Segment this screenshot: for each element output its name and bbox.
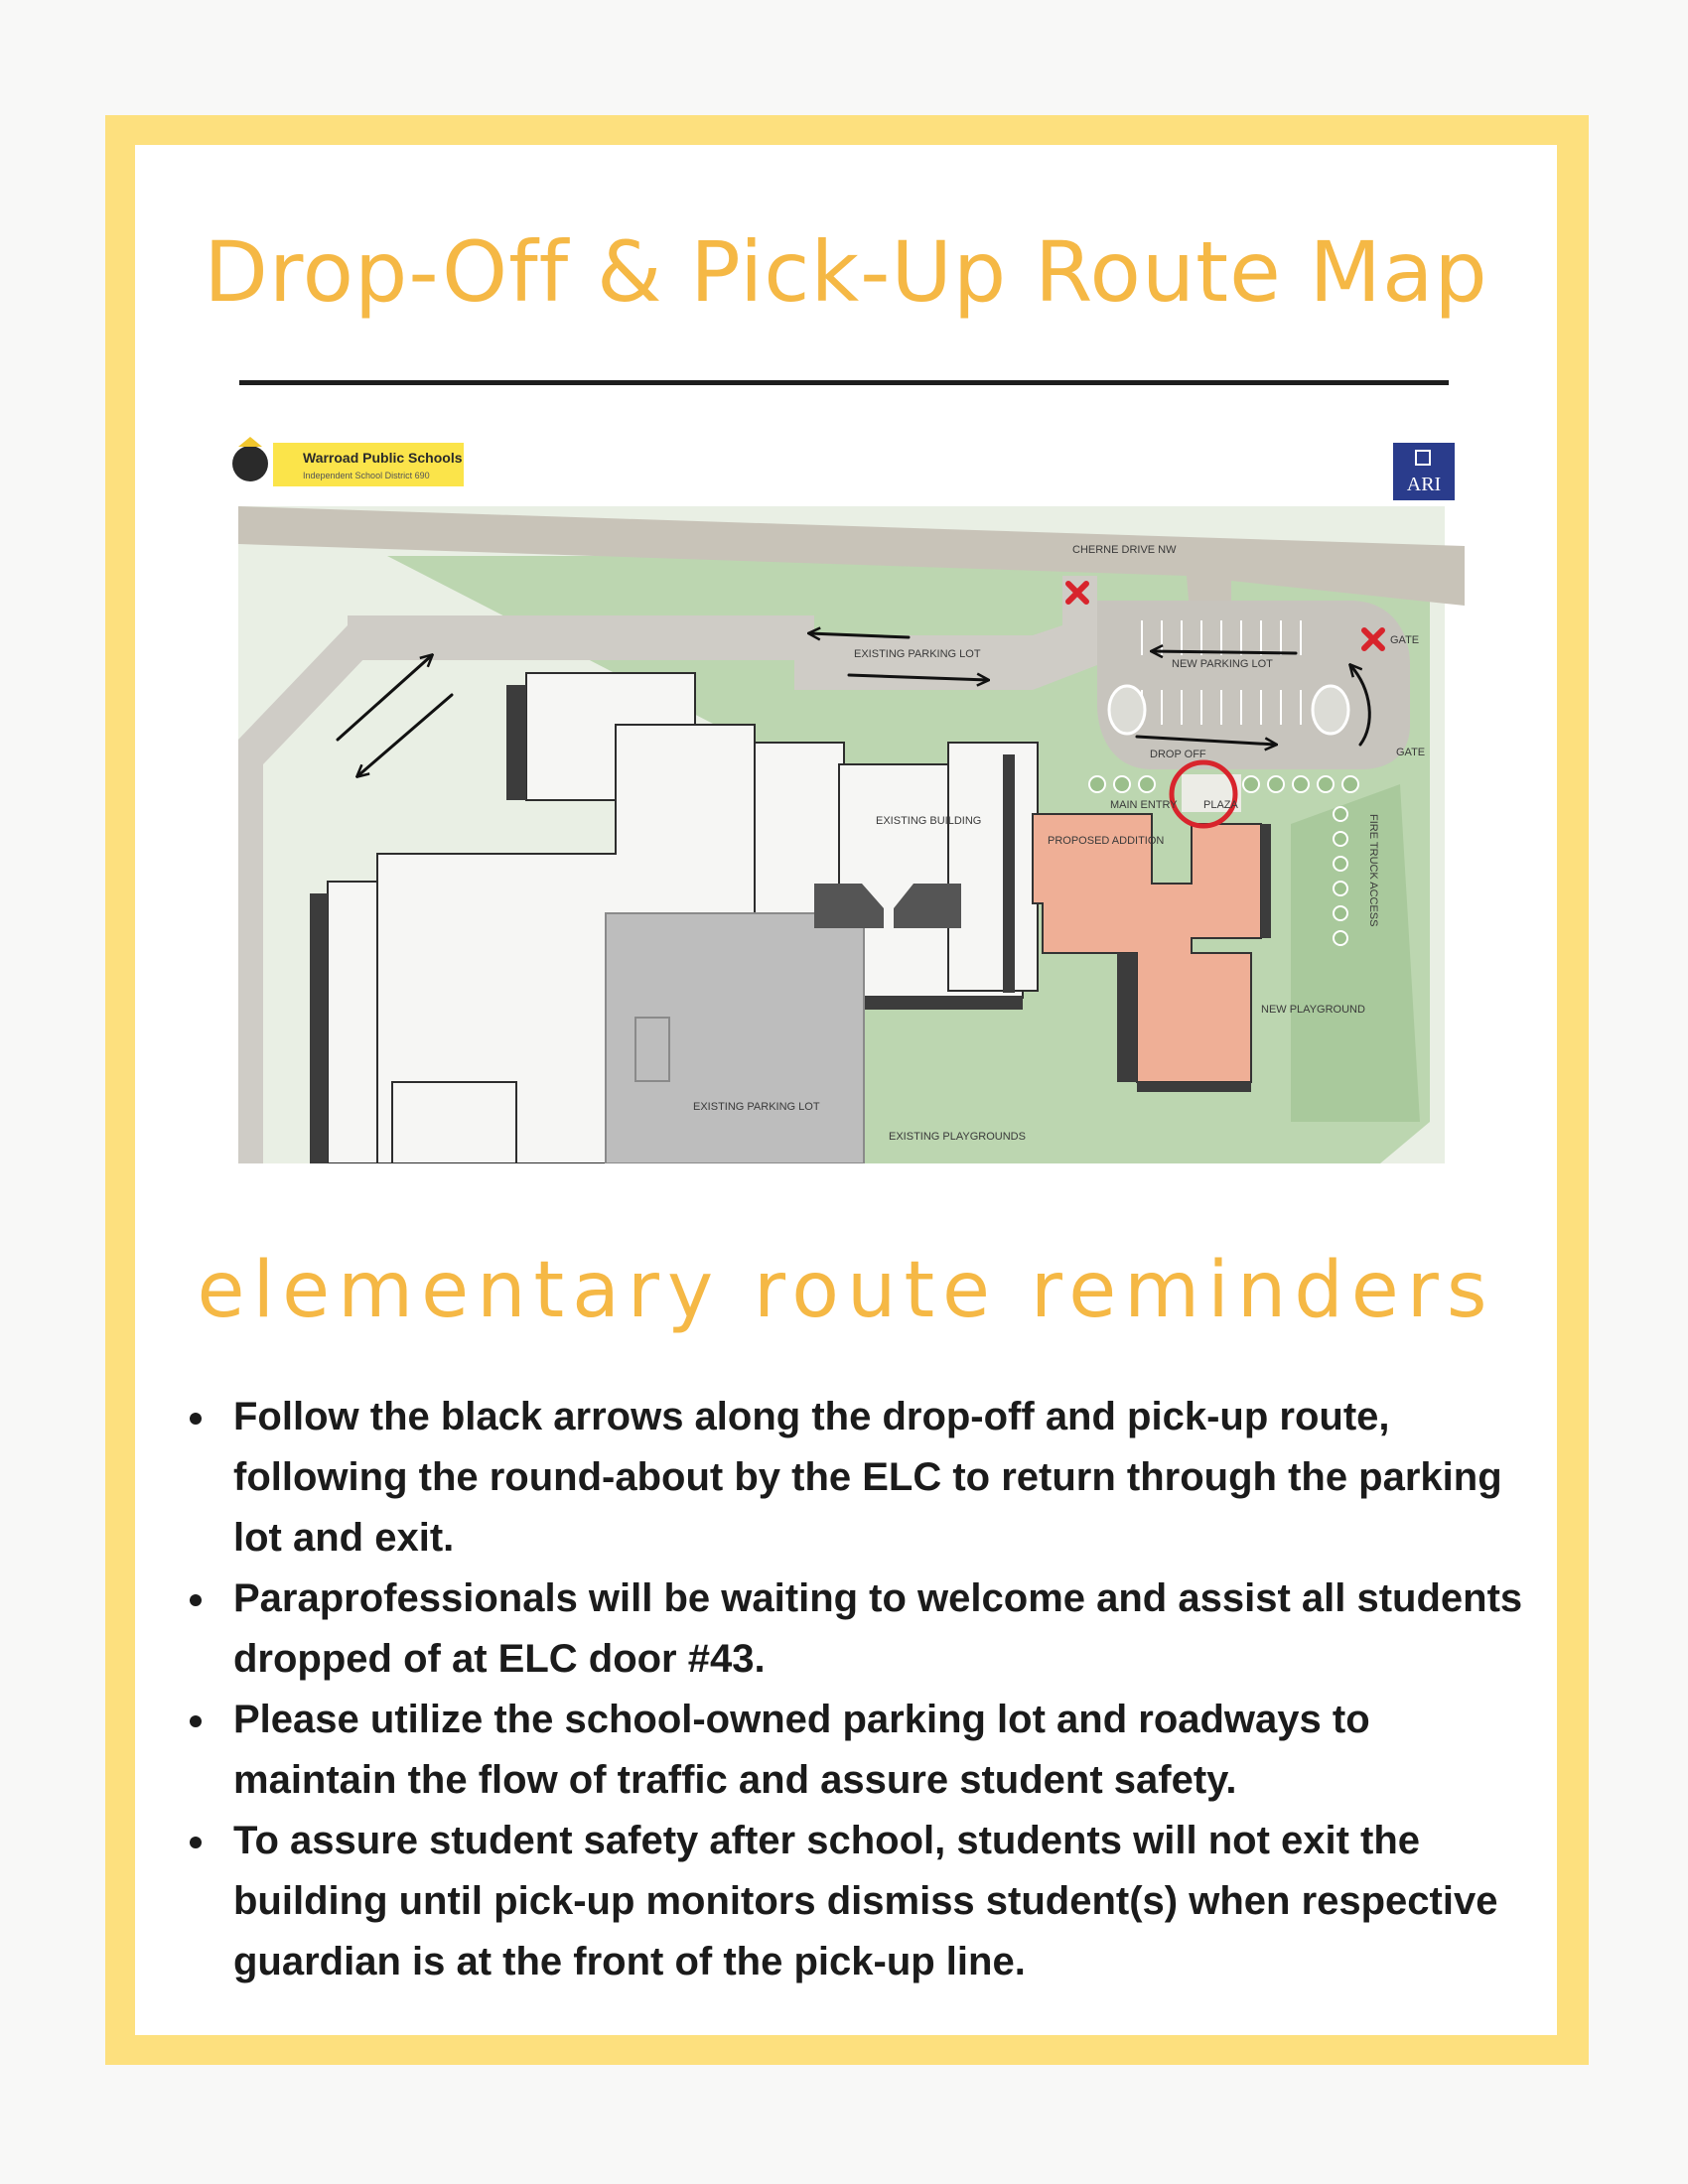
playground-grass [1291,784,1420,1122]
roundabout-island-left [1109,686,1145,734]
route-map-drawing [199,427,1491,1163]
title-divider [239,380,1449,385]
page-title: Drop-Off & Pick-Up Route Map [204,223,1488,321]
map-label-fire-truck-access: FIRE TRUCK ACCESS [1367,814,1379,927]
ari-logo [1393,443,1455,500]
map-label-drop-off: DROP OFF [1150,749,1206,760]
map-label-main-entry: MAIN ENTRY [1110,799,1178,811]
reminders-list [184,1387,1544,1992]
map-label-street: CHERNE DRIVE NW [1072,544,1177,556]
map-label-new-parking: NEW PARKING LOT [1172,658,1273,670]
reminder-item: Please utilize the school-owned parking lot and roadways to maintain the flow of traffic and assure student safety. [184,1690,1544,1811]
route-map [199,427,1491,1163]
section-heading: elementary route reminders [197,1246,1495,1335]
mascot-icon [232,446,268,481]
ari-logo-text: ARI [1406,474,1442,495]
map-label-existing-playgrounds: EXISTING PLAYGROUNDS [889,1131,1026,1143]
arrow-lot-west [1152,651,1296,653]
reminder-item: To assure student safety after school, students will not exit the building until pick-up monitors dismiss student(s) when respective guardian is at the front of the pick-up line. [184,1811,1544,1992]
existing-parking-lot-bottom [606,913,864,1163]
reminder-item: Follow the black arrows along the drop-off and pick-up route, following the round-about by the ELC to return through the parking lot and exit. [184,1387,1544,1569]
map-label-existing-parking-bottom: EXISTING PARKING LOT [693,1101,820,1113]
map-label-existing-parking-top: EXISTING PARKING LOT [854,648,981,660]
map-label-gate-right: GATE [1396,747,1426,758]
district-name: Warroad Public Schools [303,450,463,466]
map-label-plaza: PLAZA [1203,799,1238,811]
roundabout-island-right [1313,686,1348,734]
map-label-existing-building: EXISTING BUILDING [876,815,982,827]
district-logo [232,437,464,486]
reminder-item: Paraprofessionals will be waiting to welcome and assist all students dropped of at ELC door #43. [184,1569,1544,1690]
map-label-gate-top: GATE [1390,634,1420,646]
district-subtitle: Independent School District 690 [303,471,430,480]
map-label-new-playground: NEW PLAYGROUND [1261,1004,1365,1016]
map-label-proposed-addition: PROPOSED ADDITION [1048,835,1165,847]
